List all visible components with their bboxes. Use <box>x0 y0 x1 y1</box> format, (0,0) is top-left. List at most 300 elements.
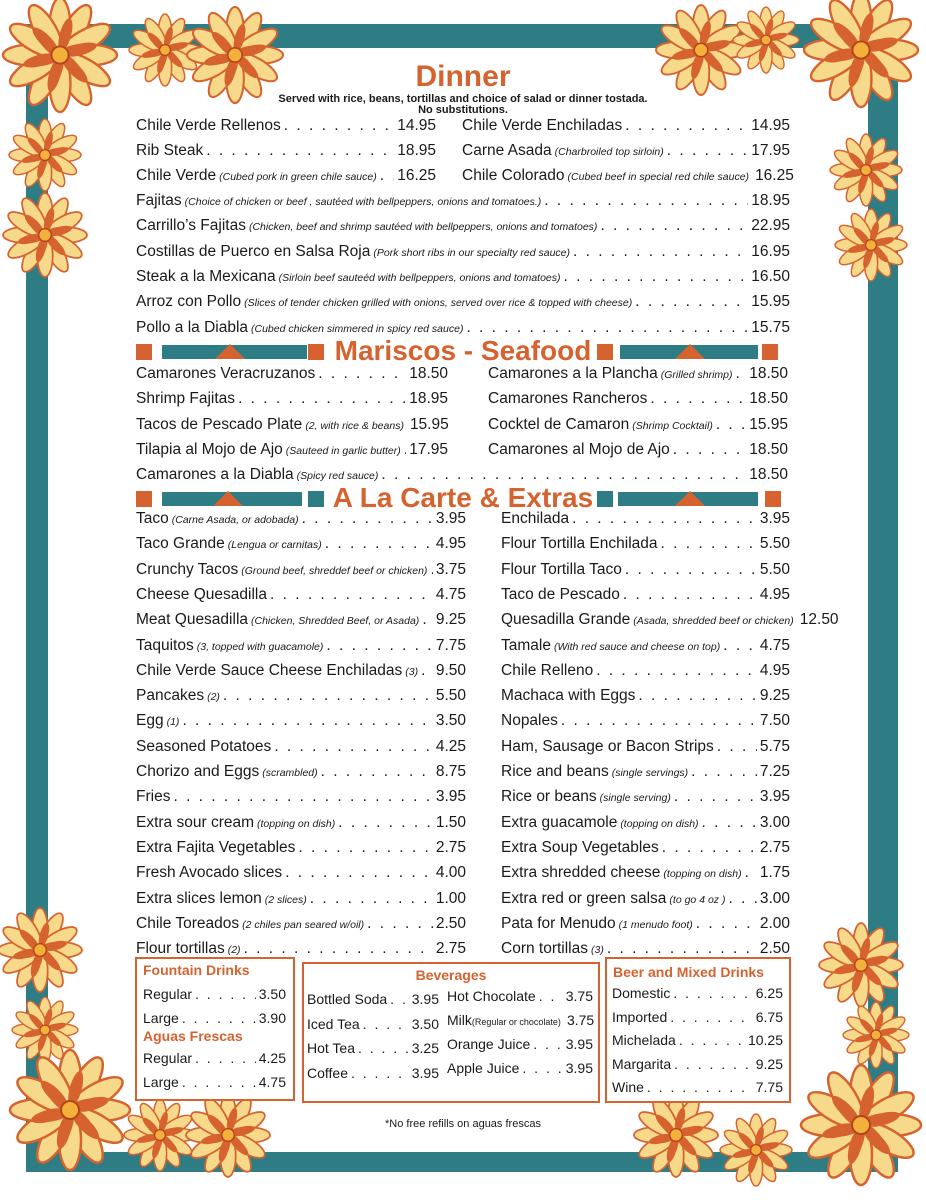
item-price: 16.25 <box>397 167 436 185</box>
item-description: (single servings) <box>611 767 689 779</box>
item-description: (Shrimp Cocktail) <box>632 419 713 432</box>
menu-item <box>136 268 790 286</box>
item-price: 4.25 <box>258 1050 286 1066</box>
item-price: 3.95 <box>411 991 439 1007</box>
item-price: 5.50 <box>759 535 790 553</box>
item-name: Rib Steak <box>136 142 204 160</box>
item-name: Hot Tea <box>307 1040 355 1056</box>
item-description: (2 chiles pan seared w/oil) <box>242 918 365 931</box>
dot-leader <box>326 637 432 655</box>
menu-item <box>501 586 790 604</box>
dot-leader <box>696 915 757 933</box>
item-name: Ham, Sausage or Bacon Strips <box>501 737 714 755</box>
item-name: Corn tortillas <box>501 940 588 958</box>
item-name: Taco Grande <box>136 535 225 553</box>
item-price: 9.25 <box>755 1055 783 1072</box>
item-price: 5.75 <box>759 737 790 755</box>
dot-leader <box>298 839 432 857</box>
item-name: Arroz con Pollo <box>136 293 242 311</box>
item-name: Camarones a la Diabla <box>136 466 294 483</box>
item-price: 4.95 <box>435 535 466 553</box>
item-price: 16.95 <box>751 242 790 260</box>
dot-leader <box>430 561 432 579</box>
item-description: (Chicken, beef and shrimp sautéed with bellpeppers, onions and tomatoes) <box>248 221 598 234</box>
item-price: 1.00 <box>435 889 466 907</box>
menu-item <box>488 390 788 408</box>
dot-leader <box>223 687 433 705</box>
dot-leader <box>625 561 757 579</box>
dot-leader <box>421 662 433 680</box>
item-name: Carne Asada <box>462 142 552 160</box>
menu-item <box>136 940 466 958</box>
item-price: 4.95 <box>759 661 790 679</box>
dot-leader <box>367 915 433 933</box>
item-price: 15.95 <box>409 415 449 433</box>
dot-leader <box>302 510 433 528</box>
item-price: 3.00 <box>759 813 790 831</box>
item-name: Egg <box>136 712 164 730</box>
menu-item <box>501 814 790 832</box>
dot-leader <box>422 611 433 629</box>
item-description: (2 slices) <box>264 893 307 906</box>
item-description: (3, topped with guacamole) <box>196 640 324 653</box>
item-name: Camarones Rancheros <box>488 390 648 408</box>
dinner-subtitle-note: No substitutions. <box>418 104 508 116</box>
item-name: Margarita <box>612 1055 672 1072</box>
dot-leader <box>244 940 433 958</box>
item-name: Bottled Soda <box>307 991 388 1007</box>
menu-item <box>136 864 466 882</box>
item-price: 18.95 <box>397 142 436 160</box>
item-name: Nopales <box>501 712 558 730</box>
dot-leader <box>635 293 748 311</box>
item-price: 14.95 <box>751 117 790 134</box>
menu-item <box>447 988 593 1004</box>
menu-item <box>488 416 788 434</box>
item-name: Camarones a la Plancha <box>488 365 658 382</box>
item-price: 17.95 <box>751 142 790 160</box>
item-name: Regular <box>143 986 193 1002</box>
menu-item <box>136 637 466 655</box>
item-description: (Cubed beef in special red chile sauce) <box>567 171 750 184</box>
item-price: 9.25 <box>435 611 466 629</box>
menu-item <box>136 788 466 806</box>
menu-item <box>501 611 839 629</box>
menu-item <box>136 441 448 459</box>
dinner-subtitle: Served with rice, beans, tortillas and choice of salad or dinner tostada. <box>278 93 648 105</box>
item-name: Machaca with Eggs <box>501 687 636 705</box>
item-name: Pata for Menudo <box>501 914 616 932</box>
item-price: 12.50 <box>799 611 839 629</box>
aguas-frescas-title: Aguas Frescas <box>143 1028 243 1044</box>
item-name: Extra shredded cheese <box>501 864 661 882</box>
menu-item <box>136 763 466 781</box>
dot-leader <box>325 535 433 553</box>
dot-leader <box>679 1032 745 1048</box>
item-name: Crunchy Tacos <box>136 560 239 578</box>
item-name: Rice and beans <box>501 763 609 780</box>
dot-leader <box>206 142 394 160</box>
footnote: *No free refills on aguas frescas <box>385 1118 541 1130</box>
menu-item <box>136 217 790 235</box>
item-price: 4.25 <box>435 737 466 755</box>
menu-item <box>501 763 790 781</box>
item-price: 1.50 <box>435 813 466 831</box>
dot-leader <box>600 217 748 235</box>
item-price: 3.75 <box>566 1012 595 1028</box>
menu-item <box>612 985 783 1001</box>
item-price: 3.50 <box>258 986 286 1002</box>
dinner-title: Dinner <box>415 60 511 93</box>
item-description: (Pork short ribs in our specialty red sauce) <box>373 246 571 259</box>
menu-item <box>143 1010 286 1026</box>
item-name: Steak a la Mexicana <box>136 267 276 285</box>
item-name: Meat Quesadilla <box>136 611 249 629</box>
item-name: Extra slices lemon <box>136 889 262 907</box>
item-price: 18.50 <box>749 440 788 458</box>
item-price: 4.00 <box>435 864 466 882</box>
item-name: Chile Relleno <box>501 661 594 679</box>
item-price: 5.50 <box>435 687 466 705</box>
beverages-box <box>302 962 600 1103</box>
item-price: 3.50 <box>411 1015 439 1032</box>
menu-item <box>307 991 439 1007</box>
menu-item <box>136 738 466 756</box>
item-price: 3.95 <box>411 1064 439 1081</box>
item-price: 2.00 <box>759 914 790 932</box>
menu-item <box>136 712 466 730</box>
item-price: 16.25 <box>755 167 794 185</box>
item-price: 3.95 <box>435 788 466 806</box>
dot-leader <box>691 763 757 781</box>
item-description: (Slices of tender chicken grilled with onions, served over rice & topped with cheese) <box>244 297 633 310</box>
dot-leader <box>318 365 406 383</box>
dot-leader <box>351 1065 409 1081</box>
item-name: Cocktel de Camaron <box>488 415 630 433</box>
menu-item <box>136 662 466 680</box>
menu-item <box>307 1065 439 1081</box>
item-name: Extra guacamole <box>501 813 618 831</box>
menu-item <box>488 441 788 459</box>
item-description: (3) <box>591 944 604 957</box>
menu-item <box>143 986 286 1002</box>
item-description: (Grilled shrimp) <box>660 369 733 381</box>
menu-item <box>136 416 448 434</box>
dot-leader <box>650 390 746 408</box>
item-name: Flour Tortilla Taco <box>501 560 622 578</box>
dot-leader <box>647 1079 753 1095</box>
item-price: 2.50 <box>759 940 790 958</box>
dot-leader <box>358 1040 409 1056</box>
item-name: Fresh Avocado slices <box>136 864 283 882</box>
item-description: (1) <box>166 716 180 729</box>
menu-item <box>501 940 790 958</box>
dot-leader <box>363 1016 409 1032</box>
menu-item <box>136 390 448 408</box>
item-name: Coffee <box>307 1064 348 1081</box>
dot-leader <box>661 535 757 553</box>
item-price: 4.75 <box>258 1074 286 1090</box>
item-name: Chile Verde Rellenos <box>136 117 281 134</box>
dot-leader <box>404 441 406 459</box>
dot-leader <box>674 1056 753 1072</box>
item-name: Taco de Pescado <box>501 585 620 603</box>
item-price: 17.95 <box>409 440 448 458</box>
menu-item <box>501 712 790 730</box>
item-price: 3.95 <box>435 510 466 527</box>
item-price: 15.75 <box>751 318 790 336</box>
item-price: 18.50 <box>409 365 448 382</box>
item-description: (3) <box>405 665 419 678</box>
dot-leader <box>702 814 757 832</box>
dot-leader <box>380 167 394 185</box>
dot-leader <box>285 864 433 882</box>
beer-mixed-drinks-title: Beer and Mixed Drinks <box>613 964 764 980</box>
item-price: 3.50 <box>435 712 466 730</box>
item-name: Cheese Quesadilla <box>136 585 267 603</box>
item-price: 3.75 <box>565 988 593 1004</box>
item-description: (topping on dish) <box>620 817 699 830</box>
item-name: Iced Tea <box>307 1015 360 1032</box>
menu-item <box>447 1012 593 1028</box>
item-name: Taquitos <box>136 636 194 654</box>
item-name: Taco <box>136 510 169 527</box>
dot-leader <box>745 864 757 882</box>
menu-item <box>447 1060 593 1076</box>
item-price: 7.75 <box>755 1079 783 1095</box>
menu-item <box>501 662 790 680</box>
item-price: 3.95 <box>759 788 790 806</box>
item-price: 2.75 <box>435 940 466 958</box>
menu-item <box>501 637 790 655</box>
menu-item <box>462 117 790 135</box>
menu-item <box>307 1016 439 1032</box>
item-description: (Chicken, Shredded Beef, or Asada) <box>251 615 420 628</box>
menu-item <box>136 814 466 832</box>
item-name: Seasoned Potatoes <box>136 737 272 755</box>
item-name: Chile Verde <box>136 167 217 185</box>
dot-leader <box>544 192 748 210</box>
item-name: Tamale <box>501 636 551 654</box>
item-price: 18.50 <box>749 365 788 382</box>
item-price: 5.50 <box>759 560 790 578</box>
item-name: Chile Verde Sauce Cheese Enchiladas <box>136 661 403 679</box>
flower-cluster-left-upper <box>0 180 110 290</box>
item-price: 18.95 <box>751 192 790 209</box>
item-name: Chile Verde Enchiladas <box>462 117 623 134</box>
item-description: (Asada, shredded beef or chicken) <box>633 615 794 628</box>
item-price: 3.00 <box>759 889 790 907</box>
item-price: 18.50 <box>749 466 788 483</box>
item-price: 4.95 <box>759 585 790 603</box>
item-price: 3.95 <box>565 1060 593 1076</box>
item-price: 1.75 <box>759 864 790 882</box>
item-name: Imported <box>612 1008 668 1025</box>
menu-item <box>136 890 466 908</box>
dot-leader <box>274 738 433 756</box>
item-description: (topping on dish) <box>257 817 336 830</box>
seafood-title: Mariscos - Seafood <box>334 335 592 366</box>
item-name: Extra Soup Vegetables <box>501 838 659 856</box>
item-price: 8.75 <box>435 763 466 780</box>
dot-leader <box>572 510 757 528</box>
item-name: Tacos de Pescado Plate <box>136 415 303 433</box>
menu-item <box>447 1036 593 1052</box>
dot-leader <box>662 839 757 857</box>
item-description: (scrambled) <box>262 767 318 779</box>
menu-item <box>136 561 466 579</box>
dot-leader <box>670 1009 753 1025</box>
item-description: (Regular or chocolate) <box>471 1017 561 1027</box>
item-name: Hot Chocolate <box>447 988 536 1004</box>
item-name: Chile Toreados <box>136 914 240 932</box>
item-name: Shrimp Fajitas <box>136 390 236 408</box>
menu-item <box>143 1074 286 1090</box>
beverages-title: Beverages <box>415 967 487 983</box>
item-description: (2) <box>207 691 220 704</box>
item-name: Pancakes <box>136 687 205 705</box>
menu-item <box>612 1079 783 1095</box>
item-price: 22.95 <box>751 217 790 235</box>
menu-item <box>136 611 466 629</box>
dot-leader <box>561 712 757 730</box>
item-price: 18.95 <box>409 390 448 408</box>
menu-item <box>136 243 790 261</box>
dot-leader <box>390 991 409 1007</box>
extras-title: A La Carte & Extras <box>332 482 594 513</box>
item-name: Carrillo’s Fajitas <box>136 217 246 235</box>
item-description: (2) <box>227 944 241 957</box>
dot-leader <box>182 1010 256 1026</box>
item-name: Domestic <box>612 985 671 1001</box>
item-description: (With red sauce and cheese on top) <box>553 640 721 653</box>
item-price: 7.25 <box>759 763 790 780</box>
menu-item <box>136 117 436 135</box>
dot-leader <box>638 687 756 705</box>
menu-item <box>501 890 790 908</box>
item-description: (2, with rice & beans) <box>305 419 404 432</box>
dot-leader <box>182 1074 256 1090</box>
item-description: (Ground beef, shreddef beef or chicken) <box>241 564 428 577</box>
item-name: Apple Juice <box>447 1060 520 1076</box>
menu-item <box>612 1056 783 1072</box>
dot-leader <box>736 365 747 383</box>
item-description: (Cubed chicken simmered in spicy red sauce) <box>251 322 464 335</box>
item-price: 9.50 <box>435 661 466 679</box>
item-price: 3.25 <box>411 1040 439 1056</box>
item-name: Camarones Veracruzanos <box>136 365 316 382</box>
menu-item <box>136 586 466 604</box>
item-price: 2.50 <box>435 914 466 932</box>
menu-item <box>307 1040 439 1056</box>
menu-item <box>136 142 436 160</box>
item-name: Fajitas <box>136 192 182 209</box>
dot-leader <box>564 268 749 286</box>
menu-item <box>501 535 790 553</box>
menu-item <box>501 687 790 705</box>
item-name: Chile Colorado <box>462 167 565 185</box>
item-name: Regular <box>143 1050 193 1066</box>
item-price: 3.90 <box>258 1009 286 1026</box>
dot-leader <box>238 390 406 408</box>
dot-leader <box>573 243 748 261</box>
dot-leader <box>673 441 746 459</box>
dot-leader <box>716 416 746 434</box>
item-name: Extra Fajita Vegetables <box>136 838 296 856</box>
item-name: Large <box>143 1074 179 1090</box>
item-name: Flour Tortilla Enchilada <box>501 535 658 553</box>
item-name: Enchilada <box>501 510 570 527</box>
item-name: Extra sour cream <box>136 813 255 831</box>
item-price: 4.75 <box>435 585 466 603</box>
menu-item <box>462 167 794 185</box>
dot-leader <box>270 586 433 604</box>
dot-leader <box>173 788 432 806</box>
item-name: Orange Juice <box>447 1036 531 1052</box>
menu-item <box>501 864 790 882</box>
dot-leader <box>522 1060 562 1076</box>
item-description: (Lengua or carnitas) <box>227 539 322 552</box>
item-description: (Spicy red sauce) <box>296 470 379 482</box>
item-price: 3.75 <box>435 560 466 578</box>
item-name: Flour tortillas <box>136 940 225 958</box>
dot-leader <box>321 763 433 781</box>
item-description: (topping on dish) <box>663 868 742 881</box>
item-price: 15.95 <box>749 415 788 433</box>
menu-item <box>488 365 788 383</box>
item-name: Camarones al Mojo de Ajo <box>488 440 670 458</box>
dot-leader <box>728 890 756 908</box>
menu-item <box>501 839 790 857</box>
item-price: 7.75 <box>435 636 466 654</box>
item-description: (Charbroiled top sirloin) <box>554 146 664 159</box>
dot-leader <box>539 988 563 1004</box>
dot-leader <box>182 712 432 730</box>
item-price: 7.50 <box>759 712 790 730</box>
item-price: 2.75 <box>435 838 466 856</box>
item-name: Milk <box>447 1012 472 1028</box>
item-price: 9.25 <box>759 687 790 705</box>
item-name: Tilapia al Mojo de Ajo <box>136 440 283 458</box>
menu-item <box>143 1050 286 1066</box>
item-name: Rice or beans <box>501 788 597 806</box>
item-price: 6.25 <box>755 985 783 1001</box>
item-name: Pollo a la Diabla <box>136 318 249 336</box>
menu-item <box>462 142 790 160</box>
item-name: Chorizo and Eggs <box>136 763 260 780</box>
dot-leader <box>607 940 757 958</box>
item-price: 6.75 <box>755 1008 783 1025</box>
item-name: Extra red or green salsa <box>501 889 667 907</box>
menu-item <box>501 915 790 933</box>
item-description: (Carne Asada, or adobada) <box>171 514 299 526</box>
item-price: 15.95 <box>751 293 790 311</box>
item-name: Wine <box>612 1079 644 1095</box>
dot-leader <box>723 637 757 655</box>
dot-leader <box>533 1036 562 1052</box>
item-description: (Sauteed in garlic butter) <box>285 444 401 457</box>
menu-item <box>136 293 790 311</box>
dot-leader <box>673 985 752 1001</box>
dot-leader <box>338 814 433 832</box>
dot-leader <box>195 986 256 1002</box>
menu-item <box>612 1009 783 1025</box>
dot-leader <box>596 662 757 680</box>
dot-leader <box>625 117 748 135</box>
menu-item <box>612 1032 783 1048</box>
menu-item <box>136 510 466 528</box>
dot-leader <box>667 142 748 160</box>
